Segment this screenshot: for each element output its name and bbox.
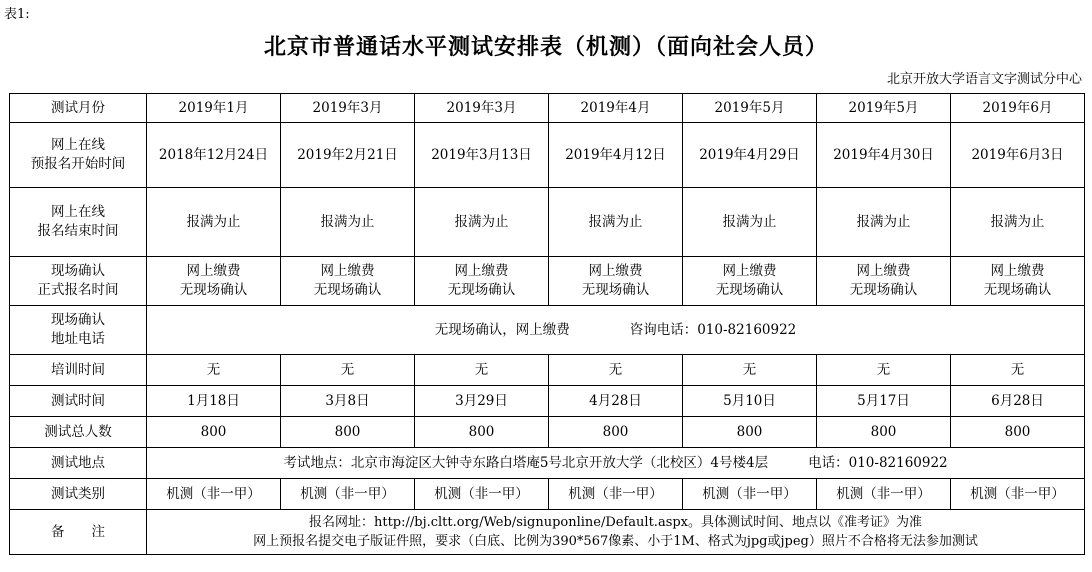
cell-category: 机测（非一甲） [951, 479, 1085, 510]
cell-category: 机测（非一甲） [549, 479, 683, 510]
cell-test-date: 3月8日 [281, 386, 415, 417]
remarks-line-photo-requirements: 网上预报名提交电子版证件照，要求（白底、比例为390*567像素、小于1M、格式为jpg或jpeg）照片不合格将无法参加测试 [253, 534, 978, 549]
cell-category: 机测（非一甲） [683, 479, 817, 510]
cell-line: 网上缴费 [320, 263, 375, 279]
row-total [10, 417, 1085, 448]
cell-line: 网上缴费 [856, 263, 911, 279]
cell-reg-end: 报满为止 [951, 188, 1085, 257]
row-address [10, 306, 1085, 355]
cell-test-date: 4月28日 [549, 386, 683, 417]
row-label-location: 测试地点 [10, 448, 147, 479]
cell-reg-start: 2019年4月12日 [549, 123, 683, 188]
cell-line: 网上缴费 [186, 263, 241, 279]
cell-location-merged [147, 448, 1085, 479]
cell-confirm [817, 257, 951, 306]
cell-month: 2019年4月 [549, 94, 683, 123]
cell-line: 无现场确认 [983, 282, 1052, 298]
cell-confirm [549, 257, 683, 306]
row-label-line: 网上在线 [51, 204, 105, 220]
cell-reg-start: 2019年2月21日 [281, 123, 415, 188]
row-label-line: 地址电话 [51, 331, 105, 347]
cell-reg-end: 报满为止 [415, 188, 549, 257]
row-label-line: 现场确认 [51, 312, 105, 328]
address-text: 无现场确认，网上缴费 [434, 321, 570, 338]
page-title: 北京市普通话水平测试安排表（机测）（面向社会人员） [263, 35, 828, 60]
row-reg-end [10, 188, 1085, 257]
cell-training: 无 [147, 355, 281, 386]
remarks-line-signup-url: 报名网址：http://bj.cltt.org/Web/signuponline/Default.aspx。具体测试时间、地点以《准考证》为准 [308, 515, 923, 530]
cell-training: 无 [281, 355, 415, 386]
row-confirm [10, 257, 1085, 306]
cell-total: 800 [147, 417, 281, 448]
cell-reg-start: 2019年6月3日 [951, 123, 1085, 188]
row-label-total: 测试总人数 [10, 417, 147, 448]
cell-line: 网上缴费 [588, 263, 643, 279]
cell-reg-end: 报满为止 [549, 188, 683, 257]
cell-reg-start: 2019年4月30日 [817, 123, 951, 188]
cell-month: 2019年5月 [683, 94, 817, 123]
row-label-address [10, 306, 147, 355]
cell-training: 无 [549, 355, 683, 386]
location-phone: 电话：010-82160922 [808, 454, 948, 471]
cell-line: 网上缴费 [454, 263, 509, 279]
cell-category: 机测（非一甲） [415, 479, 549, 510]
cell-line: 网上缴费 [722, 263, 777, 279]
cell-category: 机测（非一甲） [147, 479, 281, 510]
cell-reg-end: 报满为止 [683, 188, 817, 257]
cell-test-date: 3月29日 [415, 386, 549, 417]
table-caption: 表1: [4, 7, 30, 22]
cell-total: 800 [951, 417, 1085, 448]
cell-confirm [281, 257, 415, 306]
row-label-reg-start [10, 123, 147, 188]
cell-test-date: 1月18日 [147, 386, 281, 417]
cell-reg-start: 2019年3月13日 [415, 123, 549, 188]
cell-reg-end: 报满为止 [281, 188, 415, 257]
cell-confirm [683, 257, 817, 306]
cell-line: 无现场确认 [581, 282, 650, 298]
cell-remarks-merged [147, 510, 1085, 555]
cell-month: 2019年3月 [281, 94, 415, 123]
row-label-line: 报名结束时间 [37, 223, 119, 239]
cell-month: 2019年5月 [817, 94, 951, 123]
cell-confirm [415, 257, 549, 306]
row-label-remarks: 备 注 [10, 510, 147, 555]
row-label-reg-end [10, 188, 147, 257]
test-address: 考试地点：北京市海淀区大钟寺东路白塔庵5号北京开放大学（北校区）4号楼4层 [283, 454, 769, 471]
cell-month: 2019年3月 [415, 94, 549, 123]
cell-training: 无 [683, 355, 817, 386]
cell-line: 网上缴费 [990, 263, 1045, 279]
cell-line: 无现场确认 [313, 282, 382, 298]
row-training [10, 355, 1085, 386]
cell-training: 无 [415, 355, 549, 386]
cell-training: 无 [817, 355, 951, 386]
row-reg-start [10, 123, 1085, 188]
row-category [10, 479, 1085, 510]
cell-month: 2019年6月 [951, 94, 1085, 123]
row-location [10, 448, 1085, 479]
row-label-line: 预报名开始时间 [30, 156, 126, 172]
cell-reg-start: 2018年12月24日 [147, 123, 281, 188]
cell-line: 无现场确认 [715, 282, 784, 298]
row-test-month [10, 94, 1085, 123]
row-label-test-date: 测试时间 [10, 386, 147, 417]
cell-line: 无现场确认 [849, 282, 918, 298]
schedule-table [9, 93, 1085, 555]
cell-total: 800 [549, 417, 683, 448]
cell-total: 800 [817, 417, 951, 448]
cell-test-date: 5月17日 [817, 386, 951, 417]
cell-total: 800 [683, 417, 817, 448]
row-remarks [10, 510, 1085, 555]
row-label-line: 网上在线 [51, 137, 105, 153]
row-test-date [10, 386, 1085, 417]
row-label-confirm [10, 257, 147, 306]
cell-reg-end: 报满为止 [817, 188, 951, 257]
cell-reg-start: 2019年4月29日 [683, 123, 817, 188]
row-label-line: 正式报名时间 [37, 282, 119, 298]
cell-training: 无 [951, 355, 1085, 386]
cell-total: 800 [415, 417, 549, 448]
row-label-month: 测试月份 [10, 94, 147, 123]
cell-line: 无现场确认 [447, 282, 516, 298]
cell-total: 800 [281, 417, 415, 448]
cell-confirm [951, 257, 1085, 306]
cell-reg-end: 报满为止 [147, 188, 281, 257]
row-label-training: 培训时间 [10, 355, 147, 386]
cell-category: 机测（非一甲） [281, 479, 415, 510]
cell-confirm [147, 257, 281, 306]
organizer-label: 北京开放大学语言文字测试分中心 [886, 72, 1082, 87]
consult-phone: 咨询电话：010-82160922 [629, 321, 797, 338]
cell-line: 无现场确认 [179, 282, 248, 298]
row-label-category: 测试类别 [10, 479, 147, 510]
row-label-line: 现场确认 [51, 263, 105, 279]
cell-category: 机测（非一甲） [817, 479, 951, 510]
cell-address-merged [147, 306, 1085, 355]
cell-test-date: 6月28日 [951, 386, 1085, 417]
cell-month: 2019年1月 [147, 94, 281, 123]
cell-test-date: 5月10日 [683, 386, 817, 417]
